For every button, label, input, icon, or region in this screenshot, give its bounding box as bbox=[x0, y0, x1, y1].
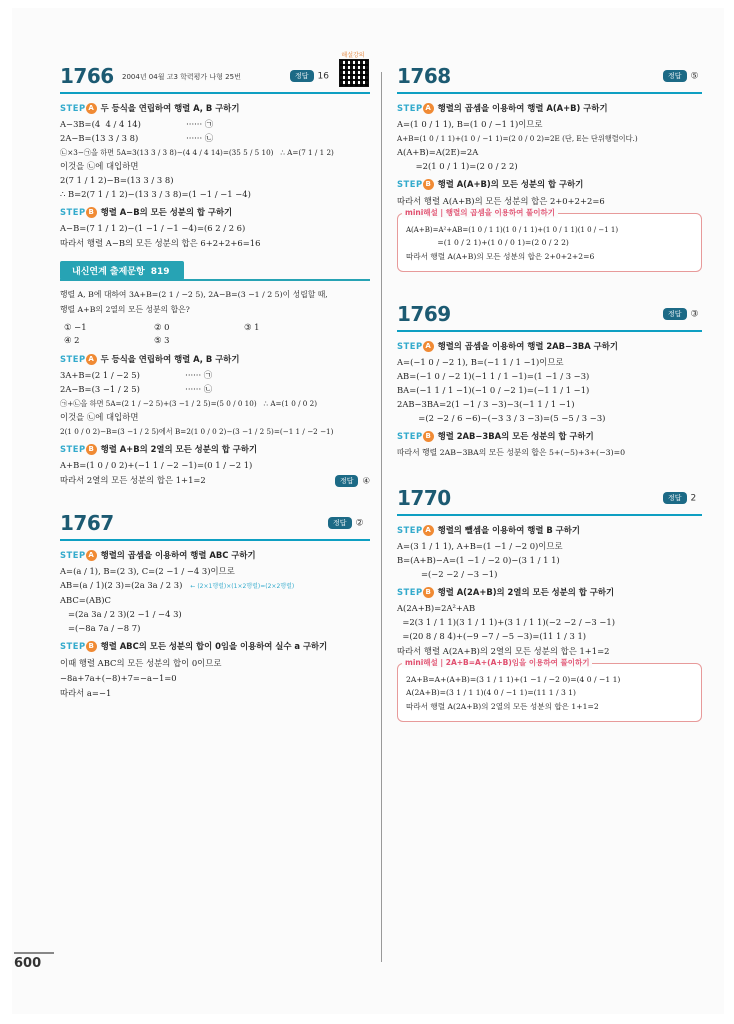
step-b-heading: STEP B 행렬 A(2A+B)의 2열의 모든 성분의 합 구하기 bbox=[397, 587, 615, 597]
mini-solution-box bbox=[397, 208, 702, 272]
solution-line: ㉠+㉡을 하면 5A=(2 1 / −2 5)+(3 −1 / 2 5)=(5 0 / 0 10) ∴ A=(1 0 / 0 2) bbox=[60, 399, 318, 408]
step-a-heading: STEP A 행렬의 곱셈을 이용하여 행렬 2AB−3BA 구하기 bbox=[397, 341, 618, 351]
problem-header-1769 bbox=[397, 300, 702, 332]
right-column bbox=[397, 62, 702, 728]
solution-line: A−B=(7 1 / 1 2)−(1 −1 / −1 −4)=(6 2 / 2 6) bbox=[60, 223, 246, 233]
problem-header-1766 bbox=[60, 52, 370, 94]
problem-header-1770 bbox=[397, 484, 702, 516]
answer-label bbox=[290, 70, 329, 82]
qr-code[interactable] bbox=[338, 50, 368, 84]
answer-value: 16 bbox=[317, 71, 329, 82]
solution-line: 이때 행렬 ABC의 모든 성분의 합이 0이므로 bbox=[60, 658, 222, 668]
step-a-heading: STEP A 두 등식을 연립하여 행렬 A, B 구하기 bbox=[60, 354, 240, 364]
solution-line: 따라서 행렬 A(2A+B)의 2열의 모든 성분의 합은 1+1=2 bbox=[397, 646, 610, 656]
mini-solution-title: mini해설 | 2A+B=A+(A+B)임을 이용하여 풀이하기 bbox=[402, 657, 592, 668]
solution-line: A(A+B)=A(2E)=2A bbox=[397, 147, 479, 157]
qr-icon bbox=[339, 59, 369, 87]
solution-line: 따라서 행렬 A(2A+B)의 2열의 모든 성분의 합은 1+1=2 bbox=[406, 702, 599, 711]
problem-number: 1770 bbox=[397, 486, 451, 510]
solution-line: A−3B=(4 4 / 4 14) ······ ㉠ bbox=[60, 119, 214, 129]
solution-line: AB=(−1 0 / −2 1)(−1 1 / 1 −1)=(1 −1 / 3 −3) bbox=[397, 371, 590, 381]
column-divider bbox=[381, 72, 382, 962]
solution-line: 이것을 ㉡에 대입하면 bbox=[60, 161, 139, 171]
problem-header-1767 bbox=[60, 509, 370, 541]
answer-label bbox=[663, 492, 696, 504]
left-column bbox=[60, 52, 370, 702]
answer-badge: 정답 bbox=[290, 70, 314, 82]
solution-line: =2(3 1 / 1 1)(3 1 / 1 1)+(3 1 / 1 1)(−2 −2 / −3 −1) bbox=[397, 617, 616, 627]
solution-line: BA=(−1 1 / 1 −1)(−1 0 / −2 1)=(−1 1 / 1 −1) bbox=[397, 385, 590, 395]
solution-line: 이것을 ㉡에 대입하면 bbox=[60, 412, 139, 422]
choice-1[interactable]: ① −1 bbox=[64, 322, 87, 332]
solution-line: =2(1 0 / 1 1)=(2 0 / 2 2) bbox=[397, 161, 518, 171]
naesin-rule bbox=[60, 279, 370, 281]
solution-line: ㉡×3−㉠을 하면 5A=3(13 3 / 3 8)−(4 4 / 4 14)=(35 5 / 5 10) ∴ A=(7 1 / 1 2) bbox=[60, 148, 334, 157]
solution-line: 따라서 행렬 A−B의 모든 성분의 합은 6+2+2+6=16 bbox=[60, 238, 261, 248]
choice-3[interactable]: ③ 1 bbox=[244, 322, 260, 332]
step-b-heading: STEP B 행렬 2AB−3BA의 모든 성분의 합 구하기 bbox=[397, 431, 594, 441]
solution-line: =(1 0 / 2 1)+(1 0 / 0 1)=(2 0 / 2 2) bbox=[406, 238, 569, 247]
solution-line: 따라서 a=−1 bbox=[60, 688, 112, 698]
solution-line: =(2 −2 / 6 −6)−(−3 3 / 3 −3)=(5 −5 / 3 −3) bbox=[397, 413, 606, 423]
solution-line: =(−2 −2 / −3 −1) bbox=[397, 569, 498, 579]
step-a-heading: STEP A 행렬의 곱셈을 이용하여 행렬 ABC 구하기 bbox=[60, 550, 256, 560]
step-b-heading: STEP B 행렬 A+B의 2열의 모든 성분의 합 구하기 bbox=[60, 444, 258, 454]
mini-solution-box bbox=[397, 658, 702, 722]
naesin-header: 내신연계 출제문항 819 bbox=[60, 261, 184, 280]
solution-line: A=(a / 1), B=(2 3), C=(2 −1 / −4 3)이므로 bbox=[60, 566, 235, 576]
answer-value: ⑤ bbox=[690, 71, 699, 82]
solution-line: A=(−1 0 / −2 1), B=(−1 1 / 1 −1)이므로 bbox=[397, 357, 564, 367]
answer-badge: 정답 bbox=[663, 70, 687, 82]
solution-line: 2AB−3BA=2(1 −1 / 3 −3)−3(−1 1 / 1 −1) bbox=[397, 399, 575, 409]
solution-line: 2A+B=A+(A+B)=(3 1 / 1 1)+(1 −1 / −2 0)=(4 0 / −1 1) bbox=[406, 675, 621, 684]
problem-source: 2004년 04월 고3 학력평가 나형 25번 bbox=[122, 73, 241, 81]
solution-line: 따라서 행렬 A(A+B)의 모든 성분의 합은 2+0+2+2=6 bbox=[406, 252, 595, 261]
mini-solution-title: mini해설 | 행렬의 곱셈을 이용하여 풀이하기 bbox=[402, 207, 558, 218]
naesin-question: 행렬 A, B에 대하여 3A+B=(2 1 / −2 5), 2A−B=(3 −1 / 2 5)이 성립할 때, bbox=[60, 290, 328, 299]
solution-line: 2(7 1 / 1 2)−B=(13 3 / 3 8) bbox=[60, 175, 174, 185]
answer-value: ③ bbox=[690, 309, 699, 320]
solution-line: AB=(a / 1)(2 3)=(2a 3a / 2 3) ← (2×1행렬)×(1×2행렬)=(2×2행렬) bbox=[60, 580, 295, 590]
problem-number: 1766 bbox=[60, 64, 114, 88]
page-number: 600 bbox=[14, 952, 54, 971]
solution-line: A=(3 1 / 1 1), A+B=(1 −1 / −2 0)이므로 bbox=[397, 541, 563, 551]
solution-line: =(20 8 / 8 4)+(−9 −7 / −5 −3)=(11 1 / 3 1) bbox=[397, 631, 587, 641]
solution-line: A+B=(1 0 / 0 2)+(−1 1 / −2 −1)=(0 1 / −2 1) bbox=[60, 460, 253, 470]
choice-5[interactable]: ⑤ 3 bbox=[154, 335, 170, 345]
answer-value: ② bbox=[355, 518, 364, 529]
solution-line: A(2A+B)=(3 1 / 1 1)(4 0 / −1 1)=(11 1 / 3 1) bbox=[406, 688, 576, 697]
solution-line: A(A+B)=A²+AB=(1 0 / 1 1)(1 0 / 1 1)+(1 0 / 1 1)(1 0 / −1 1) bbox=[406, 226, 619, 234]
solution-line: 2A−B=(13 3 / 3 8) ······ ㉡ bbox=[60, 133, 214, 143]
solution-line: 2A−B=(3 −1 / 2 5) ······ ㉡ bbox=[60, 384, 213, 394]
problem-number: 1768 bbox=[397, 64, 451, 88]
step-a-heading: STEP A 행렬의 곱셈을 이용하여 행렬 A(A+B) 구하기 bbox=[397, 103, 608, 113]
step-b-heading: STEP B 행렬 A(A+B)의 모든 성분의 합 구하기 bbox=[397, 179, 584, 189]
naesin-question: 행렬 A+B의 2열의 모든 성분의 합은? bbox=[60, 305, 190, 314]
answer-badge: 정답 bbox=[663, 492, 687, 504]
problem-number: 1769 bbox=[397, 302, 451, 326]
solution-line: 3A+B=(2 1 / −2 5) ······ ㉠ bbox=[60, 370, 213, 380]
solution-line: 2(1 0 / 0 2)−B=(3 −1 / 2 5)에서 B=2(1 0 / 0 2)−(3 −1 / 2 5)=(−1 1 / −2 −1) bbox=[60, 427, 334, 436]
solution-line: ABC=(AB)C bbox=[60, 595, 111, 605]
solution-line: −8a+7a+(−8)+7=−a−1=0 bbox=[60, 673, 177, 683]
naesin-box bbox=[60, 261, 370, 281]
answer-label bbox=[663, 308, 699, 320]
problem-header-1768 bbox=[397, 62, 702, 94]
solution-line: 따라서 2열의 모든 성분의 합은 1+1=2 bbox=[60, 475, 206, 485]
solution-line: 따라서 행렬 2AB−3BA의 모든 성분의 합은 5+(−5)+3+(−3)=0 bbox=[397, 448, 626, 457]
solution-line: 따라서 행렬 A(A+B)의 모든 성분의 합은 2+0+2+2=6 bbox=[397, 196, 605, 206]
solution-line: =(−8a 7a / −8 7) bbox=[60, 623, 141, 633]
answer-choices bbox=[64, 322, 370, 345]
solution-line: ∴ B=2(7 1 / 1 2)−(13 3 / 3 8)=(1 −1 / −1 −4) bbox=[60, 189, 251, 199]
step-a-heading: STEP A 두 등식을 연립하여 행렬 A, B 구하기 bbox=[60, 103, 240, 113]
solution-line: A+B=(1 0 / 1 1)+(1 0 / −1 1)=(2 0 / 0 2)=2E (단, E는 단위행렬이다.) bbox=[397, 134, 638, 143]
qr-label: 해설강의 bbox=[341, 52, 365, 59]
step-b-heading: STEP B 행렬 ABC의 모든 성분의 합이 0임을 이용하여 실수 a 구하기 bbox=[60, 641, 328, 651]
solution-line: A(2A+B)=2A²+AB bbox=[397, 603, 476, 613]
dimension-note: ← (2×1행렬)×(1×2행렬)=(2×2행렬) bbox=[190, 583, 295, 590]
problem-number: 1767 bbox=[60, 511, 114, 535]
step-a-heading: STEP A 행렬의 뺄셈을 이용하여 행렬 B 구하기 bbox=[397, 525, 580, 535]
naesin-answer: 정답 ④ bbox=[60, 475, 370, 487]
solution-line: B=(A+B)−A=(1 −1 / −2 0)−(3 1 / 1 1) bbox=[397, 555, 560, 565]
answer-badge: 정답 bbox=[328, 517, 352, 529]
solution-line: A=(1 0 / 1 1), B=(1 0 / −1 1)이므로 bbox=[397, 119, 543, 129]
answer-label bbox=[663, 70, 699, 82]
choice-2[interactable]: ② 0 bbox=[154, 322, 170, 332]
answer-value: 2 bbox=[690, 493, 697, 504]
answer-badge: 정답 bbox=[663, 308, 687, 320]
step-b-heading: STEP B 행렬 A−B의 모든 성분의 합 구하기 bbox=[60, 207, 233, 217]
solution-line: =(2a 3a / 2 3)(2 −1 / −4 3) bbox=[60, 609, 182, 619]
answer-label bbox=[328, 517, 364, 529]
choice-4[interactable]: ④ 2 bbox=[64, 335, 80, 345]
